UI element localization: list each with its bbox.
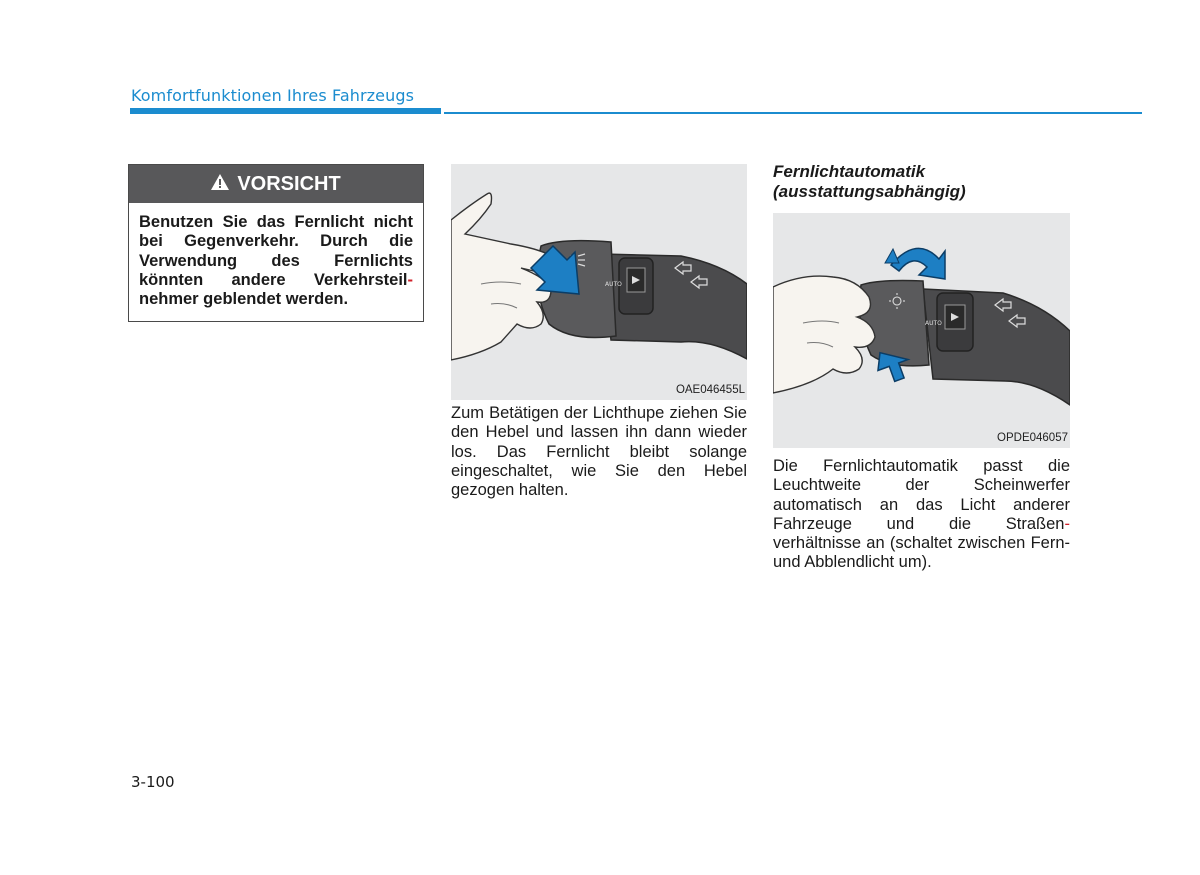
auto-light-icon: AUTO — [605, 281, 622, 288]
section-header-title: Komfortfunktionen Ihres Fahrzeugs — [131, 86, 415, 105]
header-rule-thin — [444, 112, 1142, 114]
hand-illustration — [773, 276, 875, 393]
stalk-illustration-1 — [451, 164, 747, 400]
stalk-illustration-2 — [773, 213, 1070, 448]
caution-title: VORSICHT — [237, 172, 341, 195]
page-number: 3-100 — [131, 773, 175, 791]
paragraph2-main: Die Fernlichtautomatik passt die Leuchtweite der Scheinwerfer automatisch an das Licht anderer Fahrzeuge und die Straßen — [773, 457, 1070, 533]
warning-triangle-icon — [211, 173, 229, 196]
caution-text-main: Benutzen Sie das Fernlicht nicht bei Gegenverkehr. Durch die Verwendung des Fernlichts könnten andere Verkehrsteil — [139, 213, 413, 289]
figure-flash-to-pass — [451, 164, 747, 400]
caution-text — [129, 203, 423, 309]
subheading-auto-high-beam — [773, 162, 1070, 202]
caution-header — [129, 165, 423, 203]
rotate-arrow-icon — [885, 248, 945, 279]
paragraph-auto-high-beam — [773, 457, 1070, 573]
paragraph2-hyphen: - — [1064, 514, 1070, 533]
paragraph-flash-to-pass: Zum Betätigen der Lichthupe ziehen Sie den Hebel und lassen ihn dann wieder los. Das Fernlicht bleibt solange eingeschaltet, wie Sie den Hebel gezogen halten. — [451, 404, 747, 500]
caution-box — [128, 164, 424, 322]
header-rule-thick — [130, 108, 441, 114]
figure-auto-high-beam — [773, 213, 1070, 448]
paragraph2-end: verhältnisse an (schaltet zwischen Fern- und Abblendlicht um). — [773, 534, 1070, 572]
auto-label: AUTO — [925, 320, 942, 327]
caution-text-hyphen: - — [407, 270, 413, 289]
subheading-line2: (ausstattungsabhängig) — [773, 182, 966, 201]
caution-text-end: nehmer geblendet werden. — [139, 290, 349, 309]
figure-code: OAE046455L — [675, 384, 745, 396]
figure-code: OPDE046057 — [997, 432, 1068, 444]
subheading-line1: Fernlichtautomatik — [773, 162, 926, 181]
